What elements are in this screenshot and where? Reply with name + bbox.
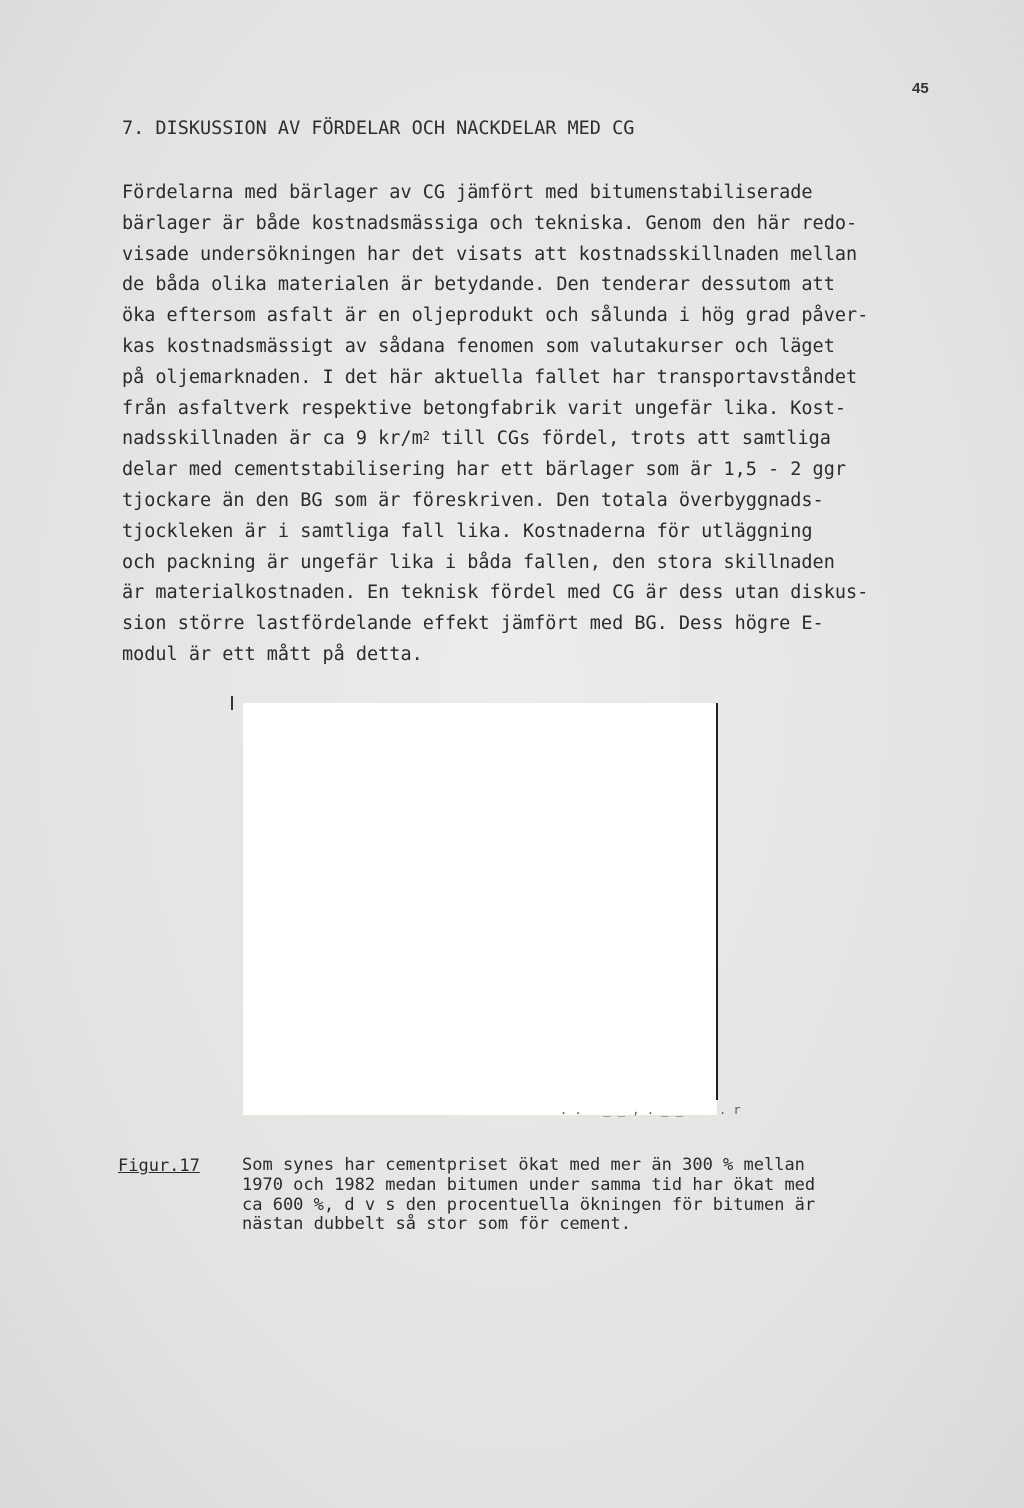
- body-line: öka eftersom asfalt är en oljeprodukt och sålunda i hög grad påver-: [122, 305, 869, 327]
- figure-caption: [242, 1156, 962, 1235]
- body-line: Fördelarna med bärlager av CG jämfört med bitumenstabiliserade: [122, 182, 813, 203]
- caption-line: ca 600 %, d v s den procentuella ökningen för bitumen är: [242, 1194, 816, 1215]
- figure-label: Figur.17: [118, 1156, 200, 1176]
- body-line: och packning är ungefär lika i båda fallen, den stora skillnaden: [122, 551, 835, 573]
- body-line-start: nadsskillnaden är ca 9 kr/m: [122, 428, 423, 450]
- body-line: tjockare än den BG som är föreskriven. Den totala överbyggnads-: [122, 489, 824, 511]
- figure-scan-marks: . . _ _ , . _ _ . r: [560, 1103, 741, 1117]
- superscript: 2: [422, 429, 430, 444]
- figure-border: [716, 703, 718, 1100]
- body-line-end: till CGs fördel, trots att samtliga: [429, 428, 831, 450]
- body-line: bärlager är både kostnadsmässiga och tekniska. Genom den här redo-: [122, 212, 858, 234]
- caption-line: nästan dubbelt så stor som för cement.: [242, 1214, 631, 1235]
- body-line: [122, 424, 972, 455]
- body-line: kas kostnadsmässigt av sådana fenomen som valutakurser och läget: [122, 335, 835, 357]
- body-line: delar med cementstabilisering har ett bärlager som är 1,5 - 2 ggr: [122, 459, 846, 481]
- body-line: från asfaltverk respektive betongfabrik varit ungefär lika. Kost-: [122, 397, 846, 419]
- figure-corner-mark: [231, 696, 233, 710]
- body-line: på oljemarknaden. I det här aktuella fallet har transportavståndet: [122, 366, 858, 388]
- body-paragraph: [122, 178, 972, 671]
- figure-image-area: [243, 703, 717, 1115]
- body-line: visade undersökningen har det visats att kostnadsskillnaden mellan: [122, 243, 858, 265]
- body-line: tjockleken är i samtliga fall lika. Kostnaderna för utläggning: [122, 520, 813, 542]
- page-number: 45: [912, 80, 929, 97]
- section-heading: 7. DISKUSSION AV FÖRDELAR OCH NACKDELAR MED CG: [122, 118, 635, 139]
- body-line: är materialkostnaden. En teknisk fördel med CG är dess utan diskus-: [122, 582, 869, 604]
- body-line: modul är ett mått på detta.: [122, 643, 423, 665]
- body-line: sion större lastfördelande effekt jämfört med BG. Dess högre E-: [122, 613, 824, 635]
- body-line: de båda olika materialen är betydande. Den tenderar dessutom att: [122, 274, 835, 296]
- caption-line: Som synes har cementpriset ökat med mer än 300 % mellan: [242, 1155, 805, 1175]
- caption-line: 1970 och 1982 medan bitumen under samma tid har ökat med: [242, 1174, 816, 1195]
